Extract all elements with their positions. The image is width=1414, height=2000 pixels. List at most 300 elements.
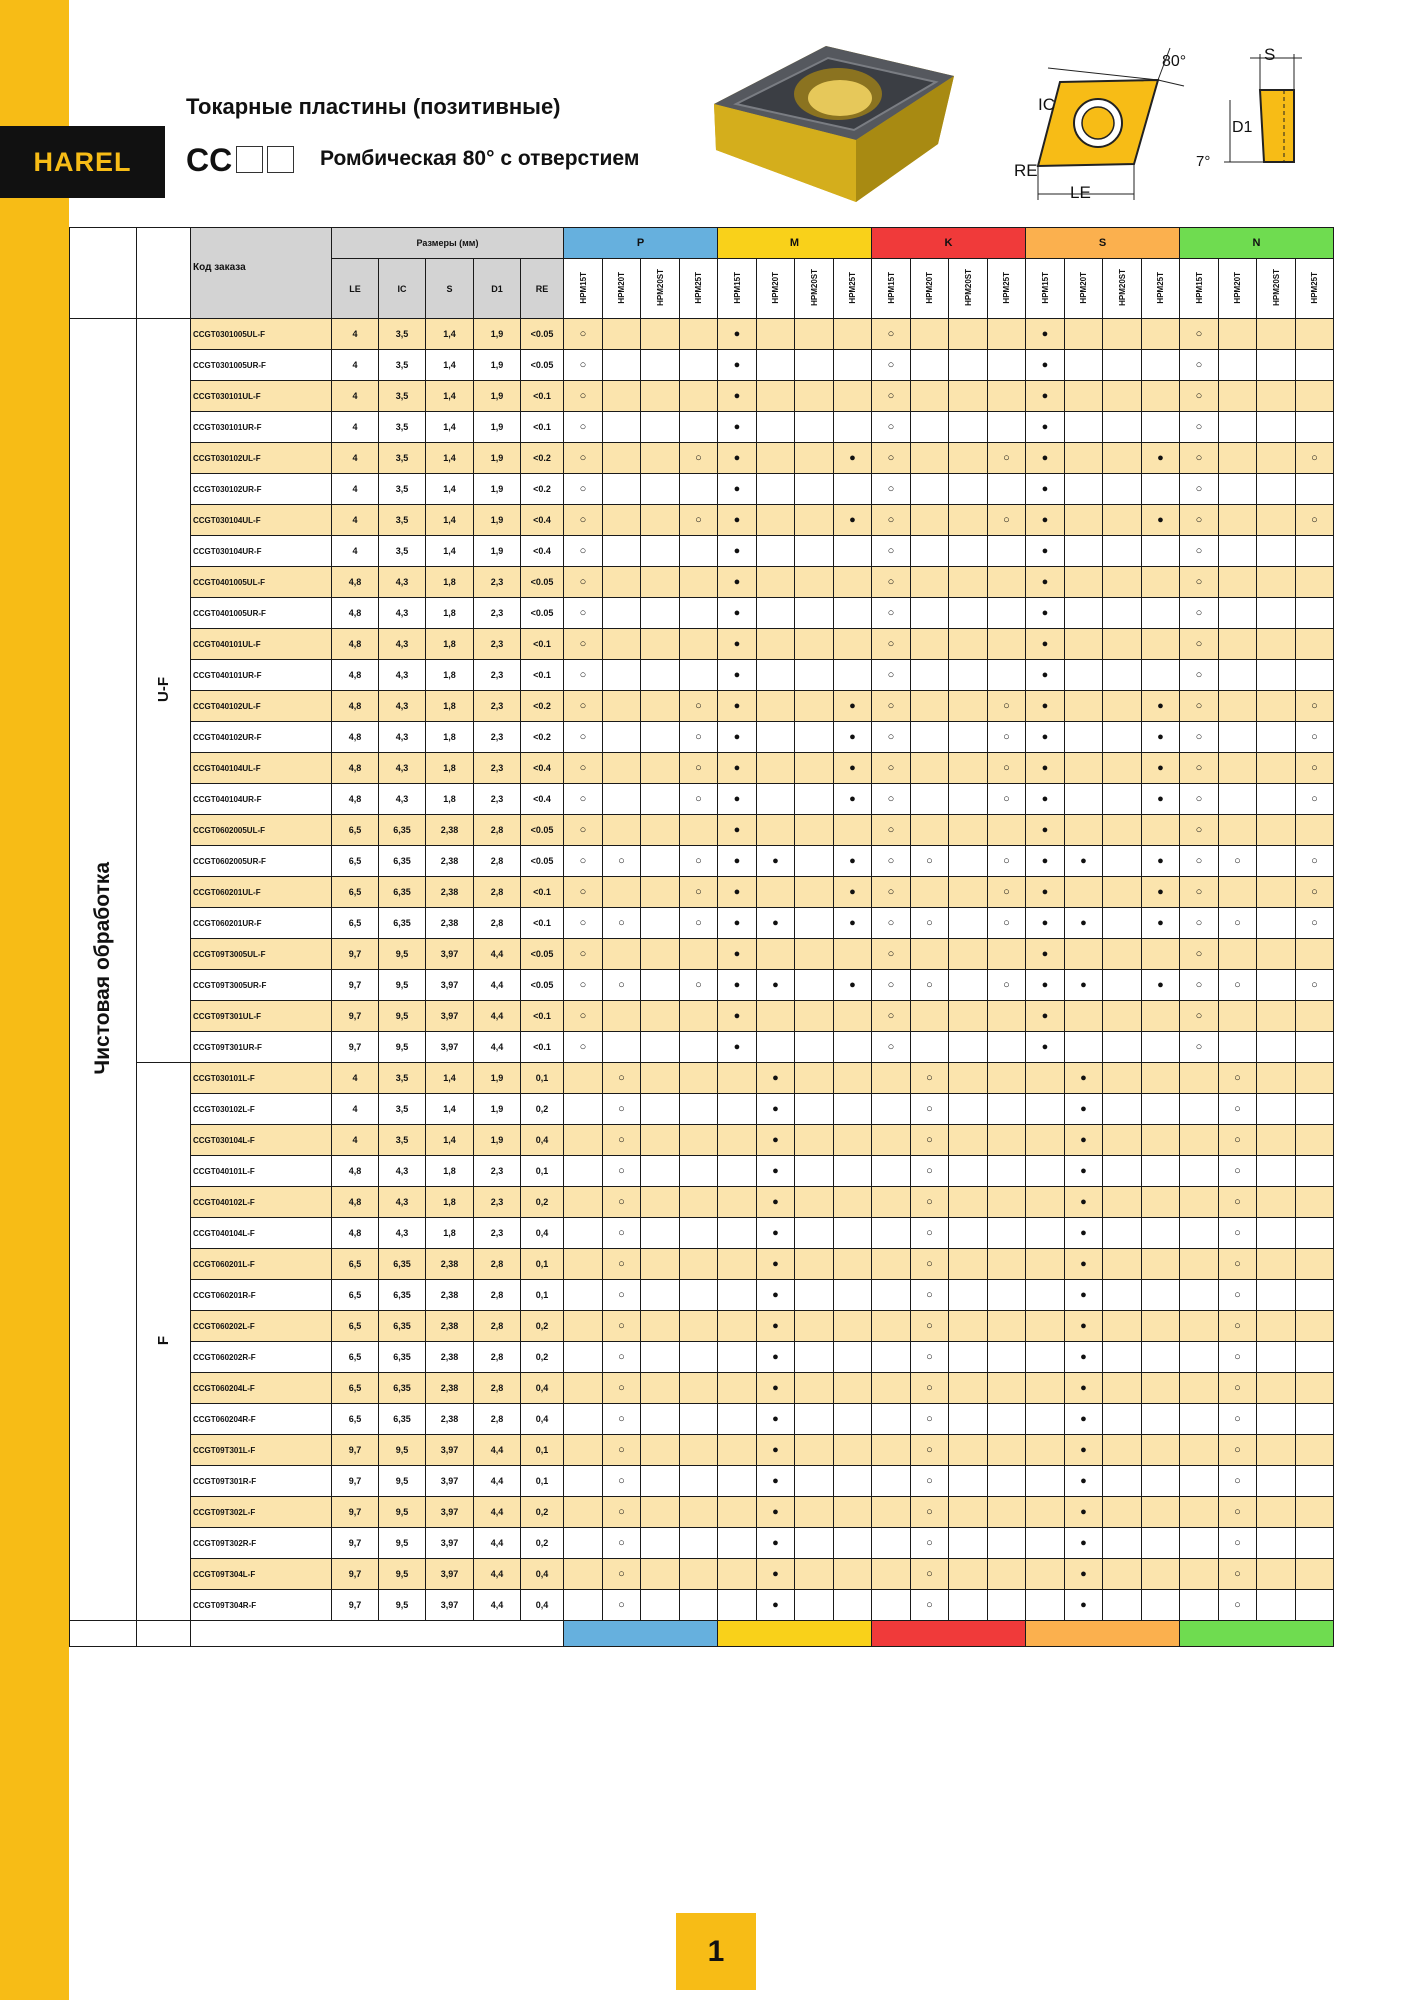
- dimension-cell: 4,3: [379, 691, 426, 722]
- empty-cell: [795, 381, 834, 412]
- material-group-footer: [1026, 1621, 1180, 1647]
- re-label: RE: [1014, 161, 1038, 180]
- dimension-cell: 6,5: [332, 1404, 379, 1435]
- empty-cell: [603, 567, 641, 598]
- table-row: [70, 877, 1334, 908]
- empty-cell: [1296, 1156, 1334, 1187]
- recommended-mark: ○: [1296, 753, 1334, 784]
- empty-cell: [564, 1311, 603, 1342]
- empty-cell: [1180, 1466, 1219, 1497]
- empty-cell: [757, 443, 795, 474]
- empty-cell: [795, 1590, 834, 1621]
- recommended-mark: ○: [1180, 474, 1219, 505]
- insert-side-diagram: [1190, 40, 1318, 182]
- empty-cell: [1065, 753, 1103, 784]
- dimension-cell: 1,4: [426, 1094, 474, 1125]
- empty-cell: [988, 567, 1026, 598]
- empty-cell: [872, 1497, 911, 1528]
- grade-label: HPM25T: [1002, 271, 1011, 304]
- dimension-cell: 1,9: [474, 1063, 521, 1094]
- empty-cell: [1296, 567, 1334, 598]
- recommended-mark: ○: [1180, 691, 1219, 722]
- order-code-cell: CCGT030104UL-F: [191, 505, 332, 536]
- empty-cell: [834, 1125, 872, 1156]
- primary-mark: ●: [834, 877, 872, 908]
- empty-cell: [795, 691, 834, 722]
- recommended-mark: ○: [988, 970, 1026, 1001]
- dimension-cell: 2,8: [474, 1404, 521, 1435]
- empty-cell: [872, 1187, 911, 1218]
- table-row: [70, 1559, 1334, 1590]
- empty-cell: [1026, 1342, 1065, 1373]
- recommended-mark: ○: [680, 691, 718, 722]
- table-row: [70, 536, 1334, 567]
- empty-cell: [834, 1094, 872, 1125]
- primary-mark: ●: [1026, 877, 1065, 908]
- dimension-cell: 2,8: [474, 908, 521, 939]
- table-row: [70, 1466, 1334, 1497]
- recommended-mark: ○: [872, 567, 911, 598]
- empty-cell: [1257, 1528, 1296, 1559]
- empty-cell: [911, 567, 949, 598]
- primary-mark: ●: [1026, 629, 1065, 660]
- empty-cell: [1296, 815, 1334, 846]
- footer-blank-cell: [191, 1621, 564, 1647]
- table-row: [70, 1032, 1334, 1063]
- primary-mark: ●: [757, 1466, 795, 1497]
- empty-cell: [834, 1342, 872, 1373]
- empty-cell: [834, 1435, 872, 1466]
- empty-cell: [1142, 567, 1180, 598]
- empty-cell: [988, 1466, 1026, 1497]
- primary-mark: ●: [718, 722, 757, 753]
- empty-cell: [834, 1249, 872, 1280]
- empty-cell: [757, 598, 795, 629]
- recommended-mark: ○: [1219, 1218, 1257, 1249]
- empty-cell: [1257, 381, 1296, 412]
- empty-cell: [1219, 660, 1257, 691]
- dimension-cell: 0,4: [521, 1218, 564, 1249]
- empty-cell: [641, 970, 680, 1001]
- recommended-mark: ○: [680, 908, 718, 939]
- primary-mark: ●: [757, 908, 795, 939]
- empty-cell: [564, 1342, 603, 1373]
- empty-cell: [641, 1342, 680, 1373]
- primary-mark: ●: [757, 1342, 795, 1373]
- dimension-cell: 9,7: [332, 1032, 379, 1063]
- recommended-mark: ○: [872, 815, 911, 846]
- empty-cell: [988, 1249, 1026, 1280]
- empty-cell: [949, 1125, 988, 1156]
- empty-cell: [1296, 660, 1334, 691]
- recommended-mark: ○: [988, 784, 1026, 815]
- recommended-mark: ○: [1296, 970, 1334, 1001]
- clearance-angle-label: 7°: [1196, 153, 1211, 170]
- empty-cell: [1026, 1528, 1065, 1559]
- dimension-cell: 2,3: [474, 1187, 521, 1218]
- recommended-mark: ○: [564, 474, 603, 505]
- empty-cell: [795, 1001, 834, 1032]
- empty-cell: [911, 939, 949, 970]
- recommended-mark: ○: [1296, 877, 1334, 908]
- recommended-mark: ○: [603, 1404, 641, 1435]
- empty-cell: [757, 629, 795, 660]
- empty-cell: [718, 1125, 757, 1156]
- recommended-mark: ○: [564, 381, 603, 412]
- recommended-mark: ○: [911, 908, 949, 939]
- empty-cell: [795, 1032, 834, 1063]
- recommended-mark: ○: [1180, 815, 1219, 846]
- empty-cell: [1065, 939, 1103, 970]
- grade-column-header: [911, 259, 949, 319]
- empty-cell: [680, 1187, 718, 1218]
- empty-cell: [988, 1218, 1026, 1249]
- empty-cell: [834, 1466, 872, 1497]
- empty-cell: [834, 1590, 872, 1621]
- dimension-cell: 2,3: [474, 567, 521, 598]
- dimension-cell: 4,8: [332, 660, 379, 691]
- primary-mark: ●: [718, 970, 757, 1001]
- dimension-cell: 3,97: [426, 939, 474, 970]
- empty-cell: [680, 1218, 718, 1249]
- empty-cell: [757, 1001, 795, 1032]
- dimension-cell: 4,8: [332, 1156, 379, 1187]
- empty-cell: [1180, 1528, 1219, 1559]
- insert-code-prefix: CC: [186, 142, 233, 178]
- table-row: [70, 505, 1334, 536]
- empty-cell: [641, 1373, 680, 1404]
- empty-cell: [795, 939, 834, 970]
- primary-mark: ●: [1065, 1249, 1103, 1280]
- dimension-cell: 3,97: [426, 1001, 474, 1032]
- recommended-mark: ○: [872, 474, 911, 505]
- dimension-cell: 3,5: [379, 319, 426, 350]
- empty-cell: [603, 660, 641, 691]
- grade-column-header: [1219, 259, 1257, 319]
- dimension-cell: 3,97: [426, 1466, 474, 1497]
- primary-mark: ●: [1065, 1559, 1103, 1590]
- empty-cell: [795, 877, 834, 908]
- primary-mark: ●: [757, 1187, 795, 1218]
- empty-cell: [680, 319, 718, 350]
- empty-cell: [1103, 1156, 1142, 1187]
- order-code-cell: CCGT030102UR-F: [191, 474, 332, 505]
- dimension-cell: 4: [332, 319, 379, 350]
- empty-cell: [1180, 1156, 1219, 1187]
- empty-cell: [949, 1032, 988, 1063]
- empty-cell: [949, 536, 988, 567]
- dimension-cell: 9,5: [379, 1435, 426, 1466]
- grade-label: HPM15T: [578, 271, 588, 304]
- empty-cell: [1219, 350, 1257, 381]
- table-row: [70, 1125, 1334, 1156]
- primary-mark: ●: [718, 1032, 757, 1063]
- empty-cell: [988, 1125, 1026, 1156]
- dimension-cell: 2,3: [474, 660, 521, 691]
- dimension-cell: 9,7: [332, 1466, 379, 1497]
- recommended-mark: ○: [564, 629, 603, 660]
- dimension-cell: 0,2: [521, 1094, 564, 1125]
- empty-cell: [1257, 1404, 1296, 1435]
- empty-cell: [1257, 1466, 1296, 1497]
- empty-cell: [1257, 1063, 1296, 1094]
- primary-mark: ●: [1026, 319, 1065, 350]
- dimension-cell: 4,3: [379, 722, 426, 753]
- empty-cell: [1142, 939, 1180, 970]
- primary-mark: ●: [1142, 877, 1180, 908]
- recommended-mark: ○: [1219, 1528, 1257, 1559]
- empty-cell: [1103, 939, 1142, 970]
- dimension-cell: 2,3: [474, 753, 521, 784]
- primary-mark: ●: [757, 970, 795, 1001]
- dimension-cell: 2,8: [474, 1342, 521, 1373]
- primary-mark: ●: [718, 505, 757, 536]
- empty-cell: [718, 1373, 757, 1404]
- recommended-mark: ○: [603, 970, 641, 1001]
- dimension-cell: 0,2: [521, 1187, 564, 1218]
- recommended-mark: ○: [872, 381, 911, 412]
- empty-cell: [834, 1032, 872, 1063]
- order-code-cell: CCGT060201L-F: [191, 1249, 332, 1280]
- dimension-cell: 4,3: [379, 1218, 426, 1249]
- empty-cell: [949, 1280, 988, 1311]
- empty-cell: [834, 1280, 872, 1311]
- empty-cell: [718, 1063, 757, 1094]
- empty-cell: [1257, 908, 1296, 939]
- grade-column-header: [1065, 259, 1103, 319]
- dimension-cell: 2,3: [474, 722, 521, 753]
- dimension-cell: 6,5: [332, 1311, 379, 1342]
- dimension-cell: 2,3: [474, 598, 521, 629]
- empty-cell: [1103, 846, 1142, 877]
- dimension-cell: 9,5: [379, 1559, 426, 1590]
- table-row: [70, 1342, 1334, 1373]
- material-group-header: N: [1180, 228, 1334, 259]
- empty-cell: [641, 412, 680, 443]
- primary-mark: ●: [718, 815, 757, 846]
- empty-cell: [795, 443, 834, 474]
- primary-mark: ●: [1026, 412, 1065, 443]
- empty-cell: [1026, 1559, 1065, 1590]
- empty-cell: [988, 598, 1026, 629]
- empty-cell: [949, 381, 988, 412]
- empty-cell: [949, 412, 988, 443]
- primary-mark: ●: [834, 784, 872, 815]
- empty-cell: [1257, 691, 1296, 722]
- empty-cell: [911, 381, 949, 412]
- order-code-cell: CCGT060204L-F: [191, 1373, 332, 1404]
- material-group-footer: [564, 1621, 718, 1647]
- grade-column-header: [872, 259, 911, 319]
- empty-cell: [1296, 1373, 1334, 1404]
- empty-cell: [641, 629, 680, 660]
- dimension-cell: 0,1: [521, 1249, 564, 1280]
- empty-cell: [1180, 1249, 1219, 1280]
- empty-cell: [988, 1373, 1026, 1404]
- empty-cell: [564, 1063, 603, 1094]
- empty-cell: [1219, 505, 1257, 536]
- empty-cell: [1103, 877, 1142, 908]
- empty-cell: [1257, 815, 1296, 846]
- empty-cell: [1065, 784, 1103, 815]
- empty-cell: [1103, 474, 1142, 505]
- dimension-cell: 4: [332, 1125, 379, 1156]
- dimension-cell: 4,4: [474, 1559, 521, 1590]
- empty-cell: [641, 691, 680, 722]
- empty-cell: [1026, 1435, 1065, 1466]
- empty-cell: [680, 1001, 718, 1032]
- empty-cell: [1026, 1249, 1065, 1280]
- empty-cell: [1103, 1342, 1142, 1373]
- recommended-mark: ○: [603, 1559, 641, 1590]
- primary-mark: ●: [718, 412, 757, 443]
- recommended-mark: ○: [911, 1063, 949, 1094]
- dimension-cell: 6,35: [379, 877, 426, 908]
- recommended-mark: ○: [1296, 846, 1334, 877]
- grade-column-header: [603, 259, 641, 319]
- empty-cell: [564, 1156, 603, 1187]
- empty-cell: [680, 1311, 718, 1342]
- empty-cell: [1065, 629, 1103, 660]
- primary-mark: ●: [1026, 815, 1065, 846]
- primary-mark: ●: [757, 1218, 795, 1249]
- dimension-cell: <0.05: [521, 598, 564, 629]
- recommended-mark: ○: [603, 1590, 641, 1621]
- empty-cell: [641, 1063, 680, 1094]
- empty-cell: [1026, 1466, 1065, 1497]
- recommended-mark: ○: [872, 1032, 911, 1063]
- empty-cell: [564, 1466, 603, 1497]
- recommended-mark: ○: [564, 319, 603, 350]
- empty-cell: [1103, 1528, 1142, 1559]
- empty-cell: [795, 970, 834, 1001]
- empty-cell: [1257, 1497, 1296, 1528]
- recommended-mark: ○: [911, 1280, 949, 1311]
- grade-label: HPM20T: [617, 271, 626, 304]
- empty-cell: [1103, 1063, 1142, 1094]
- empty-cell: [641, 1280, 680, 1311]
- dimension-cell: 3,97: [426, 1590, 474, 1621]
- dimension-cell: <0.1: [521, 1001, 564, 1032]
- dimension-cell: 9,7: [332, 1590, 379, 1621]
- empty-cell: [834, 629, 872, 660]
- dimension-cell: 0,4: [521, 1590, 564, 1621]
- dimension-cell: 1,9: [474, 1094, 521, 1125]
- table-row: [70, 1094, 1334, 1125]
- dimension-cell: 4,8: [332, 629, 379, 660]
- order-code-cell: CCGT060202L-F: [191, 1311, 332, 1342]
- empty-cell: [1219, 784, 1257, 815]
- empty-cell: [795, 1435, 834, 1466]
- empty-cell: [641, 939, 680, 970]
- code-placeholder-box: [236, 146, 263, 173]
- order-code-cell: CCGT0401005UL-F: [191, 567, 332, 598]
- empty-cell: [795, 1187, 834, 1218]
- empty-cell: [949, 939, 988, 970]
- recommended-mark: ○: [564, 753, 603, 784]
- empty-cell: [1257, 939, 1296, 970]
- empty-cell: [718, 1466, 757, 1497]
- dimension-cell: 4,3: [379, 660, 426, 691]
- recommended-mark: ○: [1219, 1125, 1257, 1156]
- dimensions-header: Размеры (мм): [332, 228, 564, 259]
- empty-cell: [1065, 1001, 1103, 1032]
- empty-cell: [1142, 1001, 1180, 1032]
- empty-cell: [680, 598, 718, 629]
- brand-logo: [0, 126, 165, 198]
- dimension-cell: 9,7: [332, 939, 379, 970]
- grade-column-header: [718, 259, 757, 319]
- primary-mark: ●: [834, 691, 872, 722]
- dimension-cell: 9,5: [379, 1466, 426, 1497]
- grade-column-header: [988, 259, 1026, 319]
- material-group-header: S: [1026, 228, 1180, 259]
- dimension-cell: 9,5: [379, 1032, 426, 1063]
- order-code-cell: CCGT040104UL-F: [191, 753, 332, 784]
- recommended-mark: ○: [680, 505, 718, 536]
- empty-cell: [1065, 660, 1103, 691]
- empty-cell: [1065, 505, 1103, 536]
- empty-cell: [1026, 1125, 1065, 1156]
- dimension-cell: 2,38: [426, 815, 474, 846]
- dimension-cell: 1,9: [474, 474, 521, 505]
- empty-cell: [911, 1001, 949, 1032]
- empty-cell: [641, 1311, 680, 1342]
- dimension-cell: 1,8: [426, 567, 474, 598]
- empty-cell: [1142, 1063, 1180, 1094]
- empty-cell: [680, 1435, 718, 1466]
- empty-cell: [911, 877, 949, 908]
- dimension-cell: 1,9: [474, 350, 521, 381]
- empty-cell: [1219, 691, 1257, 722]
- recommended-mark: ○: [872, 598, 911, 629]
- dimension-cell: 3,5: [379, 474, 426, 505]
- empty-cell: [834, 1311, 872, 1342]
- empty-cell: [757, 505, 795, 536]
- order-code-cell: CCGT030101UR-F: [191, 412, 332, 443]
- empty-cell: [1026, 1218, 1065, 1249]
- material-group-footer: [1180, 1621, 1334, 1647]
- recommended-mark: ○: [603, 1249, 641, 1280]
- primary-mark: ●: [718, 1001, 757, 1032]
- empty-cell: [564, 1497, 603, 1528]
- grade-column-header: [757, 259, 795, 319]
- dimension-cell: 1,9: [474, 381, 521, 412]
- primary-mark: ●: [1065, 846, 1103, 877]
- recommended-mark: ○: [988, 846, 1026, 877]
- empty-cell: [949, 784, 988, 815]
- dimension-cell: 1,8: [426, 1218, 474, 1249]
- empty-cell: [641, 1466, 680, 1497]
- dimension-cell: <0.4: [521, 536, 564, 567]
- empty-cell: [1296, 474, 1334, 505]
- empty-cell: [757, 753, 795, 784]
- empty-cell: [564, 1590, 603, 1621]
- empty-cell: [1103, 412, 1142, 443]
- empty-cell: [795, 1156, 834, 1187]
- table-row: [70, 1001, 1334, 1032]
- empty-cell: [795, 629, 834, 660]
- empty-cell: [949, 1001, 988, 1032]
- material-group-footer: [872, 1621, 1026, 1647]
- grade-column-header: [1142, 259, 1180, 319]
- dimension-cell: 4,4: [474, 1435, 521, 1466]
- empty-cell: [1103, 629, 1142, 660]
- grade-column-header: [949, 259, 988, 319]
- recommended-mark: ○: [1180, 1001, 1219, 1032]
- empty-cell: [872, 1559, 911, 1590]
- dimension-cell: 1,4: [426, 319, 474, 350]
